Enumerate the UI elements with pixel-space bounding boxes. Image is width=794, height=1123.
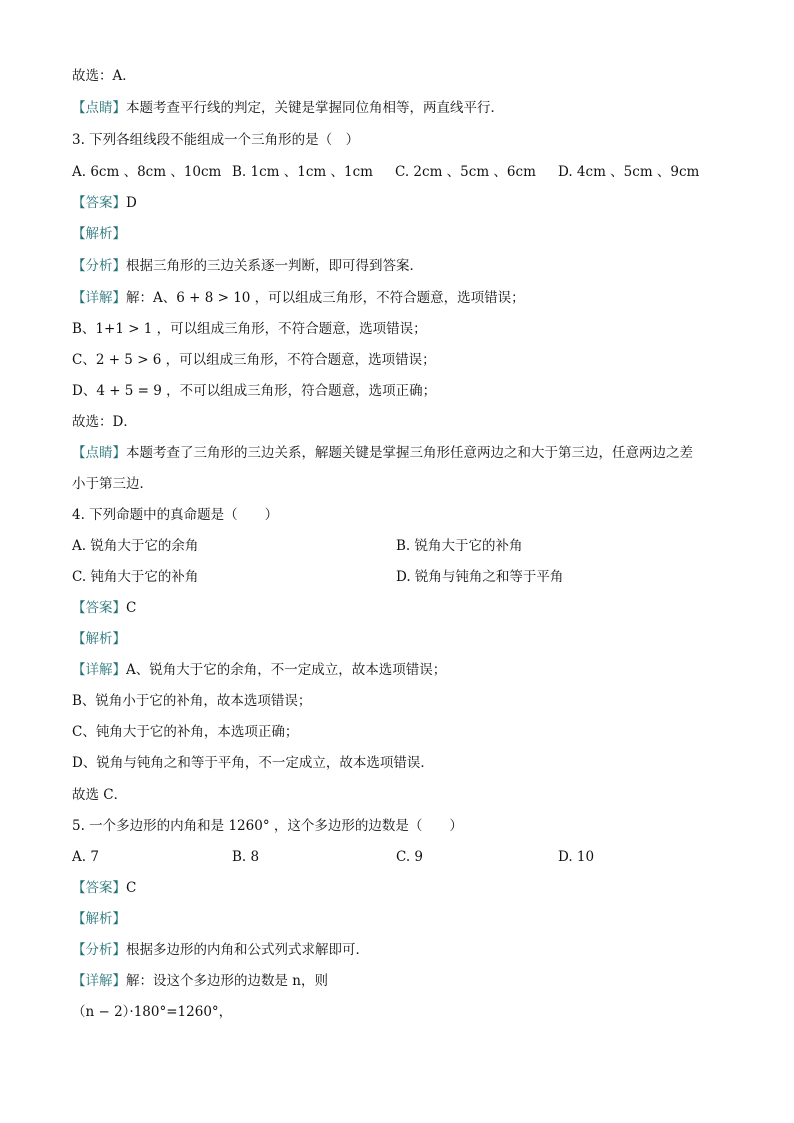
- q3-option-b: B. 1cm 、1cm 、1cm: [232, 164, 373, 180]
- q5-option-a: A. 7: [72, 849, 99, 865]
- comment-tag: 【点睛】: [72, 445, 126, 461]
- q4-detail-4: D、锐角与钝角之和等于平角，不一定成立，故本选项错误．: [72, 755, 434, 771]
- q4-options-row2: [72, 567, 732, 587]
- fenxi-text: 根据三角形的三边关系逐一判断，即可得到答案．: [126, 258, 423, 274]
- q3-options: [72, 162, 752, 182]
- detail-tag: 【详解】: [72, 290, 126, 306]
- q3-detail-3: C、2 + 5 > 6 ，可以组成三角形，不符合题意，选项错误；: [72, 352, 436, 368]
- comment-text: 本题考查了三角形的三边关系，解题关键是掌握三角形任意两边之和大于第三边，任意两边之差: [126, 445, 693, 461]
- answer-tag: 【答案】: [72, 195, 126, 211]
- prev-comment: [72, 98, 504, 118]
- q3-option-c: C. 2cm 、5cm 、6cm: [395, 164, 536, 180]
- fenxi-text: 根据多边形的内角和公式列式求解即可．: [126, 942, 369, 958]
- answer-tag: 【答案】: [72, 880, 126, 896]
- q5-options: [72, 847, 732, 867]
- fenxi-tag: 【分析】: [72, 942, 126, 958]
- q3-detail-4: D、4 + 5 = 9 ，不可以组成三角形，符合题意，选项正确；: [72, 383, 437, 399]
- q3-option-d: D. 4cm 、5cm 、9cm: [558, 164, 700, 180]
- q4-choice: 故选 C．: [72, 787, 128, 803]
- detail-text: 解：A、6 + 8 > 10 ，可以组成三角形，不符合题意，选项错误；: [126, 290, 525, 306]
- q5-answer: [72, 878, 136, 898]
- q5-option-b: B. 8: [232, 849, 260, 865]
- q5-fenxi: [72, 940, 369, 960]
- q4-answer: [72, 598, 136, 618]
- answer-value: C: [126, 880, 137, 896]
- prev-choice: 故选：A．: [72, 68, 136, 84]
- q4-stem: 4. 下列命题中的真命题是（ ）: [72, 507, 279, 523]
- q5-equation: （n − 2）·180°=1260°，: [72, 1004, 233, 1020]
- q4-detail-3: C、钝角大于它的补角，本选项正确；: [72, 724, 299, 740]
- detail-tag: 【详解】: [72, 973, 126, 989]
- q3-analysis-tag: 【解析】: [72, 226, 126, 242]
- q4-option-b: B. 锐角大于它的补角: [396, 538, 523, 554]
- detail-text: 解：设这个多边形的边数是 n，则: [126, 973, 328, 989]
- fenxi-tag: 【分析】: [72, 258, 126, 274]
- q4-option-a: A. 锐角大于它的余角: [72, 538, 199, 554]
- q5-stem: 5. 一个多边形的内角和是 1260° ，这个多边形的边数是（ ）: [72, 818, 463, 834]
- comment-tag: 【点睛】: [72, 100, 126, 116]
- comment-text: 本题考查平行线的判定，关键是掌握同位角相等，两直线平行．: [126, 100, 504, 116]
- q4-option-d: D. 锐角与钝角之和等于平角: [396, 569, 564, 585]
- q3-detail-1: [72, 288, 525, 308]
- q5-option-d: D. 10: [558, 849, 595, 865]
- q4-option-c: C. 钝角大于它的补角: [72, 569, 199, 585]
- q3-stem: 3. 下列各组线段不能组成一个三角形的是（ ）: [72, 132, 360, 148]
- answer-tag: 【答案】: [72, 600, 126, 616]
- q4-detail-2: B、锐角小于它的补角，故本选项错误；: [72, 693, 312, 709]
- q3-option-a: A. 6cm 、8cm 、10cm: [72, 164, 222, 180]
- q3-comment: [72, 443, 693, 463]
- answer-value: C: [126, 600, 137, 616]
- q4-detail-1: [72, 660, 446, 680]
- q4-analysis-tag: 【解析】: [72, 631, 126, 647]
- detail-tag: 【详解】: [72, 662, 126, 678]
- q5-detail: [72, 971, 328, 991]
- q3-fenxi: [72, 256, 423, 276]
- q5-option-c: C. 9: [396, 849, 424, 865]
- q4-options-row1: [72, 536, 732, 556]
- q3-comment-cont: 小于第三边．: [72, 476, 153, 492]
- q3-detail-2: B、1+1 > 1 ，可以组成三角形，不符合题意，选项错误；: [72, 321, 427, 337]
- detail-text: A、锐角大于它的余角，不一定成立，故本选项错误；: [126, 662, 447, 678]
- answer-value: D: [126, 195, 137, 211]
- q3-choice: 故选：D．: [72, 414, 137, 430]
- q5-analysis-tag: 【解析】: [72, 911, 126, 927]
- q3-answer: [72, 193, 137, 213]
